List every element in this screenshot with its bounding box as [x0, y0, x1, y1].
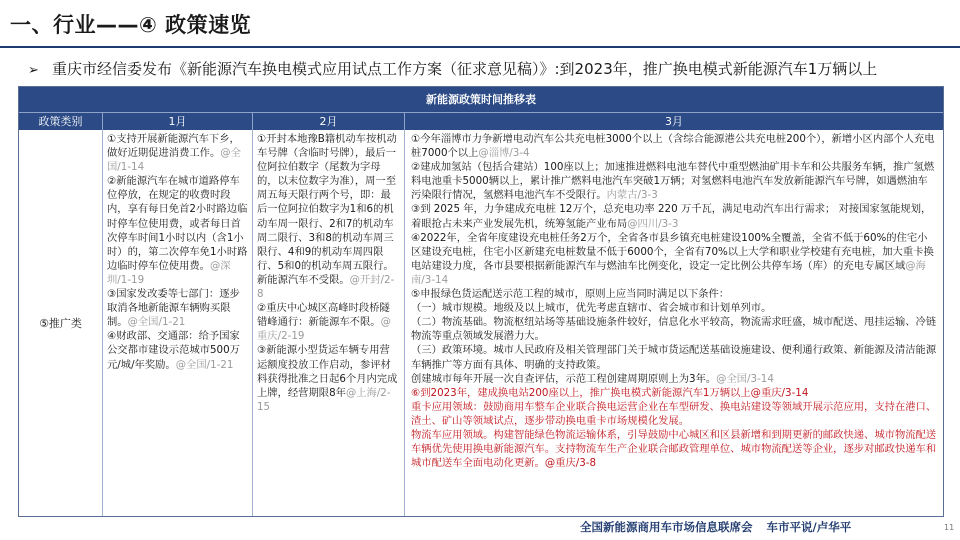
table-header-row — [19, 112, 943, 130]
jan-policy-item — [107, 287, 248, 329]
policy-source: @重庆/3-8 — [544, 457, 597, 470]
policy-source: @淄博/3-4 — [478, 147, 530, 160]
policy-text: 重卡应用领域：鼓励商用车整车企业联合换电运营企业在车型研发、换电站建设等领域开展示范应用，支持在港口、渣土、矿山等领域试点，逐步带动换电重卡市场规模化发展。 — [411, 400, 937, 427]
footer — [580, 519, 865, 535]
page-title: 一、行业——④ 政策速览 — [10, 13, 252, 37]
category-label: ⑤推广类 — [39, 317, 82, 330]
mar-policy-item — [411, 301, 937, 315]
feb-policy-item — [257, 301, 400, 343]
jan-policy-item — [107, 174, 248, 287]
policy-text: （二）物流基础。物流枢纽站场等基础设施条件较好，信息化水平较高，物流需求旺盛，城市配送、甩挂运输、冷链物流等重点领域发展潜力大。 — [411, 316, 937, 343]
feb-cell — [253, 130, 405, 516]
policy-source: @全国/3-14 — [716, 372, 774, 385]
footer-org: 全国新能源商用车市场信息联席会 — [580, 520, 753, 534]
policy-text: 物流车应用领域。构建智能绿色物流运输体系，引导鼓励中心城区和区县新增和到期更新的邮政快递、城市物流配送车辆优先使用换电新能源汽车。支持物流车生产企业联合邮政管理单位、城市物流配送等企业，逐步对邮政快递车和城市配送车全面电动化更新。 — [411, 428, 937, 470]
policy-source: @上海/2-15 — [257, 386, 391, 413]
mar-cell — [405, 130, 943, 516]
policy-text: ③新能源小型货运车辆专用营运额度投放工作启动，参评材料获得批准之日起6个月内完成上牌，经营期限8年 — [257, 344, 398, 399]
mar-policy-item — [411, 132, 937, 160]
jan-cell — [103, 130, 253, 516]
mar-policy-item — [411, 372, 937, 386]
policy-text: ②新能源汽车在城市道路停车位停放，在规定的收费时段内，享有每日免首2小时路边临时停车位使用费，或者每日首次停车时间1小时以内（含1小时）的，第二次停车免1小时路边临时停车位使用费。 — [107, 175, 248, 272]
policy-source: @全国/1-21 — [127, 316, 186, 329]
page-number: 11 — [944, 523, 955, 532]
mar-policy-item — [411, 287, 937, 301]
policy-source: @全国/1-21 — [175, 358, 234, 371]
header-mar: 3月 — [665, 115, 683, 128]
title-divider — [0, 46, 960, 48]
mar-policy-item — [411, 400, 937, 428]
policy-source: @深圳/1-19 — [107, 259, 231, 286]
footer-column: 车市平说/卢华平 — [766, 520, 852, 534]
policy-source: @海南/3-14 — [411, 259, 926, 286]
mar-policy-item — [411, 160, 937, 202]
policy-text: ①支持开展新能源汽车下乡，做好近期促进消费工作。 — [107, 133, 240, 160]
feb-policy-item — [257, 132, 400, 301]
policy-text: ②重庆中心城区高峰时段桥隧错峰通行：新能源车不限。 — [257, 302, 390, 329]
policy-source: @四川/3-3 — [627, 217, 679, 230]
policy-text: （一）城市规模。地级及以上城市，优先考虑直辖市、省会城市和计划单列市。 — [411, 302, 772, 315]
policy-timeline-table — [18, 86, 944, 517]
feb-policy-item — [257, 343, 400, 413]
policy-text: ①今年淄博市力争新增电动汽车公共充电桩3000个以上（含综合能源港公共充电桩200个），新增小区内部个人充电桩7000个以上 — [411, 133, 935, 160]
policy-source: @重庆/3-14 — [750, 386, 809, 399]
policy-text: ③到 2025 年，力争建成充电桩 12万个，总充电功率 220 万千瓦，满足电动汽车出行需求； 对接国家氢能规划，着眼抢占未来产业发展先机，统筹氢能产业布局 — [411, 203, 932, 230]
policy-source: 内蒙古/3-3 — [606, 189, 658, 202]
table-title: 新能源政策时间推移表 — [19, 87, 943, 112]
policy-text: 创建城市每年开展一次自查评估，示范工程创建周期原则上为3年。 — [411, 372, 717, 385]
policy-text: ⑥到2023年，建成换电站200座以上，推广换电模式新能源汽车1万辆以上 — [411, 386, 751, 399]
policy-text: ②建成加氢站（包括合建站）100座以上；加速推进燃料电池车替代中重型燃油矿用卡车和公共服务车辆，推广氢燃料电池重卡5000辆以上，累计推广燃料电池汽车突破1万辆；对氢燃料电池汽车发放新能源汽车号牌，如遇燃油车污染限行情况，氢燃料电池汽车不受限行。 — [411, 161, 935, 202]
header-jan: 1月 — [103, 113, 253, 130]
headline-text: 重庆市经信委发布《新能源汽车换电模式应用试点工作方案（征求意见稿）》:到2023年，推广换电模式新能源汽车1万辆以上 — [52, 60, 878, 78]
mar-policy-item — [411, 428, 937, 470]
category-cell — [19, 130, 103, 516]
policy-source: @重庆/2-19 — [257, 316, 391, 343]
policy-text: ④财政部、交通部：给予国家公交都市建设示范城市500万元/城/年奖励。 — [107, 330, 240, 371]
policy-source: @开封/2-8 — [257, 273, 395, 301]
bullet-arrow-icon: ➢ — [28, 63, 39, 78]
header — [0, 0, 960, 48]
jan-policy-item — [107, 329, 248, 371]
policy-source: @全国/1-14 — [107, 147, 241, 174]
table-body — [19, 130, 943, 516]
policy-text: （三）政策环境。城市人民政府及相关管理部门关于城市货运配送基础设施建设、便利通行政策、新能源及清洁能源车辆推广等方面有具体、明确的支持政策。 — [411, 344, 937, 371]
headline-bullet — [28, 58, 948, 80]
jan-policy-item — [107, 132, 248, 174]
header-category: 政策类别 — [19, 113, 103, 130]
policy-text: ⑤申报绿色货运配送示范工程的城市，原则上应当同时满足以下条件： — [411, 288, 730, 301]
policy-text: ③国家发改委等七部门：逐步取消各地新能源车辆购买限制。 — [107, 288, 240, 329]
policy-text: ④2022年，全省年度建设充电桩任务2万个，全省各市县乡镇充电桩建设100%全覆盖，全省不低于60%的住宅小区建设充电桩，住宅小区新建充电桩数量不低于6000个，全省有70%以上大学和职业学校建有充电桩，加大重卡换电站建设力度，各市县要根据新能源汽车与燃油车比例变化，设定一定比例公共停车场（库）的充电专属区域 — [411, 231, 934, 272]
mar-policy-item — [411, 231, 937, 287]
header-feb: 2月 — [253, 113, 405, 130]
mar-policy-item — [411, 386, 937, 400]
mar-policy-item — [411, 315, 937, 343]
policy-text: ①开封本地豫B籍机动车按机动车号牌（含临时号牌），最后一位阿拉伯数字（尾数为字母的，以末位数字为准），周一至周五每天限行两个号，即：最后一位阿拉伯数字为1和6的机动车周一限行、2和7的机动车周二限行、3和8的机动车周三限行、4和9的机动车周四限行、5和0的机动车周五限行。新能源汽车不受限。 — [257, 133, 397, 286]
mar-policy-item — [411, 343, 937, 371]
mar-policy-item — [411, 202, 937, 230]
